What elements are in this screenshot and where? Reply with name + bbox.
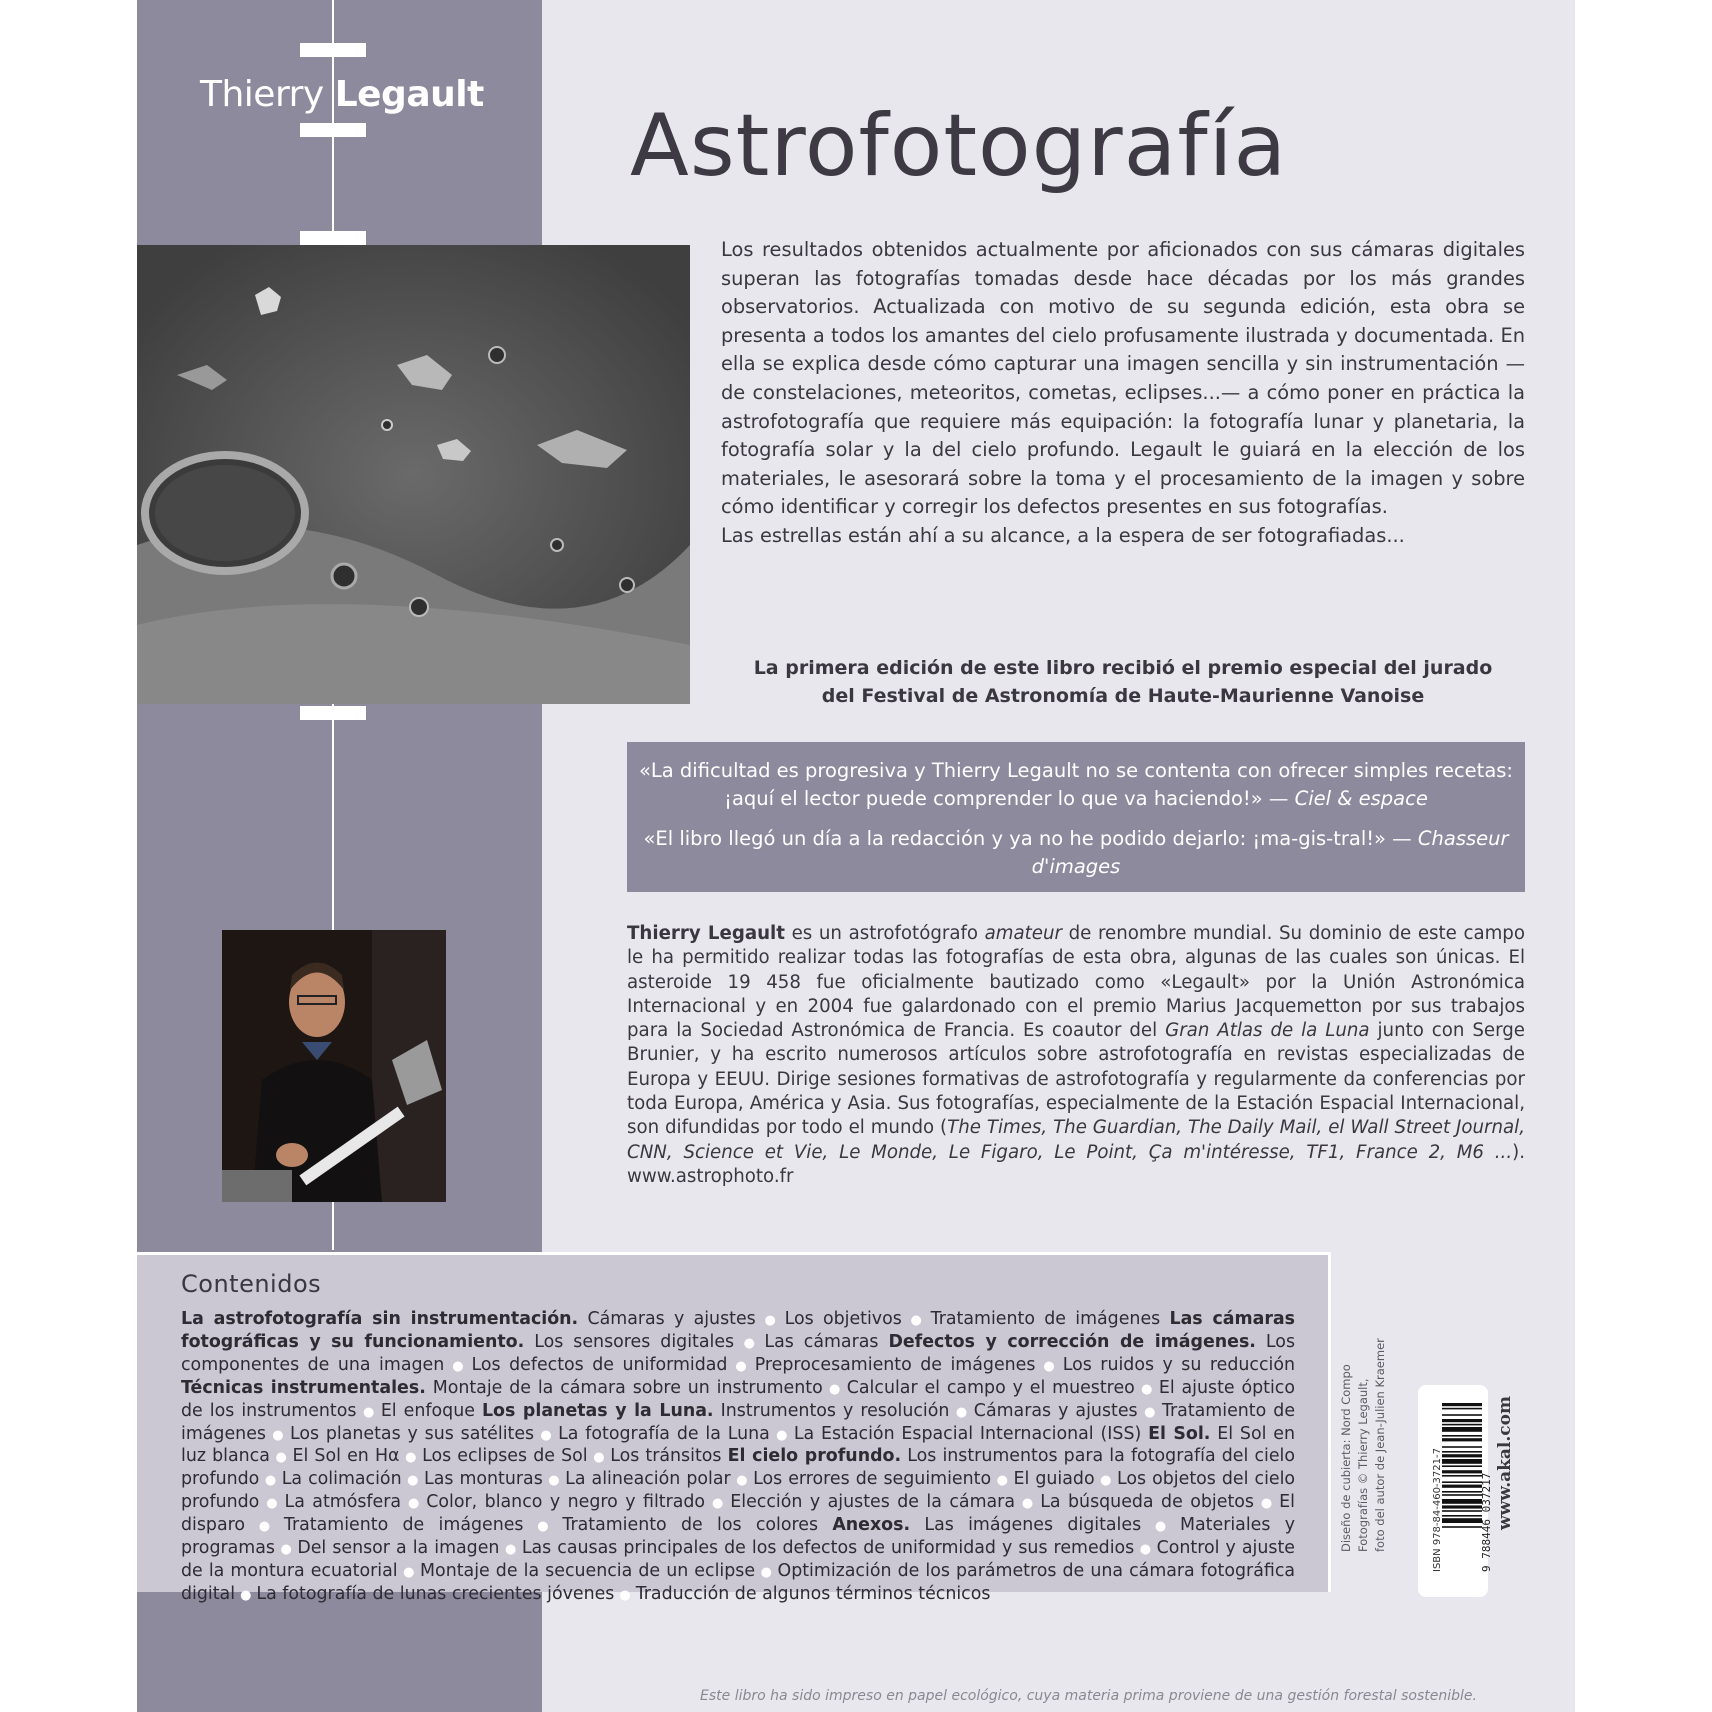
bullet-icon: ● <box>264 1473 277 1489</box>
isbn: ISBN 978-84-460-3721-7 <box>1432 1448 1443 1572</box>
author-portrait-image <box>222 930 446 1202</box>
contents-item: Los ruidos y su reducción <box>1062 1354 1296 1375</box>
bio-book-title: Gran Atlas de la Luna <box>1165 1020 1370 1042</box>
contents-section-heading: La astrofotografía sin instrumentación. <box>181 1309 579 1329</box>
barcode-image <box>1418 1385 1488 1597</box>
rule-tick <box>300 123 366 137</box>
award-line: La primera edición de este libro recibió el premio especial del jurado <box>753 657 1493 679</box>
contents-item: Las cámaras <box>764 1331 879 1352</box>
barcode-bar <box>1442 1494 1482 1496</box>
rule-tick <box>300 43 366 57</box>
bullet-icon: ● <box>739 1335 760 1351</box>
bio-text: ). www.astrophoto.fr <box>627 1141 1525 1187</box>
contents-item: La búsqueda de objetos <box>1040 1492 1254 1513</box>
bullet-icon: ● <box>906 1313 926 1328</box>
moon-photo <box>137 245 690 704</box>
bullet-icon: ● <box>774 1427 789 1443</box>
contents-item: La colimación <box>281 1469 402 1490</box>
press-quote <box>627 825 1525 881</box>
moon-surface-image <box>137 245 690 704</box>
bullet-icon: ● <box>1146 1519 1176 1535</box>
bullet-icon: ● <box>1142 1404 1157 1420</box>
contents-item: Tratamiento de imágenes <box>181 1400 1296 1444</box>
barcode-bar <box>1442 1465 1482 1467</box>
bullet-icon: ● <box>1258 1496 1275 1512</box>
barcode-bar <box>1442 1414 1482 1416</box>
bullet-icon: ● <box>619 1587 631 1603</box>
contents-item: Los instrumentos para la fotografía del cielo profundo <box>181 1446 1296 1490</box>
bullet-icon: ● <box>827 1381 842 1397</box>
bullet-icon: ● <box>504 1542 517 1558</box>
contents-item: Color, blanco y negro y filtrado <box>426 1492 706 1513</box>
contents-item: Del sensor a la imagen <box>297 1538 500 1559</box>
book-title: Astrofotografía <box>630 96 1288 196</box>
synopsis-paragraph: Los resultados obtenidos actualmente por aficionados con sus cámaras digitales superan las fotografías tomadas desde hace décadas por los más grandes observatorios. Actualizada con motivo de su segunda edición, esta obra se presenta a todos los amantes del cielo profusamente ilustrada y documentada. En ella se explica desde cómo capturar una imagen sencilla y sin instrumentación —de constelaciones, meteoritos, cometas, eclipses...— a cómo poner en práctica la astrofotografía que requiere más equipación: la fotografía lunar y planetaria, la fotografía solar y la del cielo profundo. Legault le guiará en la elección de los materiales, le asesorará sobre la toma y el procesamiento de la imagen y sobre cómo identificar y corregir los defectos presentes en sus fotografías. <box>721 238 1525 519</box>
bullet-icon: ● <box>735 1473 749 1489</box>
barcode-bar <box>1442 1481 1482 1483</box>
barcode-bar <box>1442 1438 1482 1441</box>
bullet-icon: ● <box>954 1404 969 1420</box>
left-color-band-bottom <box>137 1592 542 1712</box>
award-note <box>721 654 1525 710</box>
contents-item: El Sol en Hα <box>292 1446 400 1467</box>
bullet-icon: ● <box>406 1473 419 1489</box>
barcode-bar <box>1442 1408 1482 1410</box>
barcode-bar <box>1442 1459 1482 1464</box>
bullet-icon: ● <box>1099 1473 1112 1489</box>
cover-credits <box>1338 1322 1389 1552</box>
contents-section-heading: El cielo profundo. <box>727 1446 902 1467</box>
author-last-name: Legault <box>334 74 484 115</box>
contents-item: La alineación polar <box>565 1469 731 1490</box>
author-photo <box>222 930 446 1202</box>
bullet-icon: ● <box>1020 1496 1036 1512</box>
contents-list <box>181 1309 1295 1607</box>
barcode-bar <box>1442 1518 1482 1523</box>
publisher-url: www.akal.com <box>1495 1396 1515 1530</box>
barcode-bar <box>1442 1435 1482 1437</box>
bullet-icon: ● <box>732 1358 750 1374</box>
bullet-icon: ● <box>250 1519 279 1535</box>
contents-item: Calcular el campo y el muestreo <box>846 1377 1135 1398</box>
contents-item: El ajuste óptico de los instrumentos <box>181 1377 1296 1421</box>
contents-item: Materiales y programas <box>181 1515 1296 1559</box>
barcode-bar <box>1442 1470 1482 1473</box>
contents-item: Control y ajuste de la montura ecuatorial <box>181 1538 1295 1581</box>
contents-section-heading: Técnicas instrumentales. <box>181 1377 426 1398</box>
contents-item: Los objetivos <box>784 1309 902 1329</box>
bullet-icon: ● <box>274 1450 288 1466</box>
contents-item: El enfoque <box>380 1400 475 1421</box>
contents-item: Los sensores digitales <box>534 1331 735 1352</box>
rule-tick <box>300 706 366 720</box>
bio-italic: amateur <box>984 923 1062 944</box>
quote-text: «La dificultad es progresiva y Thierry Legault no se contenta con ofrecer simples recetas: ¡aquí el lector puede comprender lo que va haciendo!» — <box>638 759 1513 810</box>
barcode-bar <box>1442 1403 1482 1406</box>
contents-item: Los componentes de una imagen <box>181 1331 1296 1375</box>
bullet-icon: ● <box>1040 1358 1058 1374</box>
bullet-icon: ● <box>710 1496 726 1512</box>
contents-item: El Sol en luz blanca <box>181 1423 1296 1467</box>
barcode-bar <box>1442 1454 1482 1457</box>
synopsis <box>721 236 1525 551</box>
contents-item: La atmósfera <box>284 1492 402 1513</box>
bullet-icon: ● <box>539 1427 554 1443</box>
barcode-bar <box>1442 1451 1482 1453</box>
bullet-icon: ● <box>264 1496 280 1512</box>
contents-item: La fotografía de lunas crecientes jóvenes <box>256 1583 615 1604</box>
barcode-panel <box>1418 1385 1488 1597</box>
bullet-icon: ● <box>406 1496 422 1512</box>
contents-item: Elección y ajustes de la cámara <box>730 1492 1015 1513</box>
contents-title: Contenidos <box>181 1270 322 1298</box>
contents-section-heading: Las cámaras fotográficas y su funcionamiento. <box>181 1309 1296 1352</box>
contents-item: El disparo <box>181 1492 1295 1536</box>
bullet-icon: ● <box>528 1519 558 1535</box>
quote-source: Ciel & espace <box>1294 787 1428 810</box>
barcode-bar <box>1442 1491 1482 1493</box>
contents-item: Los errores de seguimiento <box>753 1469 992 1490</box>
contents-item: Instrumentos y resolución <box>720 1400 950 1421</box>
contents-section-heading: Anexos. <box>832 1515 911 1536</box>
bio-text: junto con Serge Brunier, y ha escrito numerosos artículos sobre astrofotografía en revistas especializadas de Europa y EEUU. Dirige sesiones formativas de astrofotografía y regularmente da conferencias por toda Europa, América y Asia. Sus fotografías, especialmente de la Estación Espacial Internacional, son difundidas por todo el mundo ( <box>627 1020 1525 1139</box>
rule-tick <box>300 231 366 245</box>
bullet-icon: ● <box>547 1473 561 1489</box>
bullet-icon: ● <box>760 1564 773 1580</box>
contents-item: Las imágenes digitales <box>924 1515 1142 1536</box>
contents-item: La Estación Espacial Internacional (ISS) <box>793 1423 1142 1444</box>
barcode-bar <box>1442 1419 1482 1422</box>
contents-section-heading: Los planetas y la Luna. <box>481 1400 714 1421</box>
contents-item: Cámaras y ajustes <box>973 1400 1138 1421</box>
bullet-icon: ● <box>240 1587 252 1603</box>
bio-text: es un astrofotógrafo <box>784 923 985 944</box>
bullet-icon: ● <box>1139 1542 1152 1558</box>
bio-media-list: The Times, The Guardian, The Daily Mail, el Wall Street Journal, CNN, Science et Vie, Le Monde, Le Figaro, Le Point, Ça m'intéresse, TF1, France 2, M6 ... <box>627 1117 1525 1163</box>
barcode-bar <box>1442 1526 1482 1528</box>
credit-line: Fotografías © Thierry Legault, <box>1356 1378 1370 1552</box>
synopsis-paragraph: Las estrellas están ahí a su alcance, a la espera de ser fotografiadas... <box>721 523 1405 547</box>
barcode-bar <box>1442 1427 1482 1432</box>
quote-source: Chasseur d'images <box>1031 827 1509 878</box>
author-bio <box>627 922 1525 1189</box>
contents-section-heading: Defectos y corrección de imágenes. <box>888 1331 1256 1352</box>
contents-section-heading: El Sol. <box>1148 1423 1211 1444</box>
contents-item: Traducción de algunos términos técnicos <box>635 1583 991 1604</box>
barcode-bar <box>1442 1485 1482 1488</box>
barcode-bar <box>1442 1446 1482 1448</box>
barcode-bar <box>1442 1475 1482 1477</box>
barcode-bar <box>1442 1505 1482 1508</box>
contents-item: Cámaras y ajustes <box>587 1309 756 1329</box>
contents-item: Tratamiento de imágenes <box>930 1309 1161 1329</box>
quote-text: «El libro llegó un día a la redacción y ya no he podido dejarlo: ¡ma-gis-tral!» — <box>643 827 1412 850</box>
contents-item: Montaje de la secuencia de un eclipse <box>420 1560 756 1581</box>
bullet-icon: ● <box>361 1404 376 1420</box>
barcode-bar <box>1442 1424 1482 1426</box>
author-first-name: Thierry <box>200 74 324 115</box>
contents-item: Los defectos de uniformidad <box>471 1354 728 1375</box>
bio-name: Thierry Legault <box>627 923 785 944</box>
barcode-bar <box>1442 1515 1482 1517</box>
press-quote <box>627 757 1525 813</box>
press-quotes-box <box>627 742 1525 892</box>
bullet-icon: ● <box>449 1358 467 1374</box>
contents-item: Optimización de los parámetros de una cámara fotográfica digital <box>181 1560 1296 1604</box>
contents-item: Tratamiento de los colores <box>562 1515 819 1536</box>
bullet-icon: ● <box>279 1542 293 1558</box>
barcode-number: 9 788446 037217 <box>1480 1472 1493 1572</box>
contents-item: El guiado <box>1013 1469 1095 1490</box>
credit-line: Diseño de cubierta: Nord Compo <box>1339 1364 1353 1552</box>
bio-text: de renombre mundial. Su dominio de este campo le ha permitido realizar todas las fotografías de esta obra, algunas de las cuales son únicas. El asteroide 19 458 fue oficialmente bautizado como «Legault» por la Unión Astronómica Internacional y en 2004 fue galardonado con el premio Marius Jacquemetton por sus trabajos para la Sociedad Astronómica de Francia. Es coautor del <box>627 923 1525 1042</box>
contents-item: Los objetos del cielo profundo <box>181 1469 1296 1513</box>
contents-item: Las monturas <box>424 1469 543 1490</box>
bullet-icon: ● <box>592 1450 606 1466</box>
contents-item: Preprocesamiento de imágenes <box>754 1354 1036 1375</box>
bullet-icon: ● <box>402 1564 416 1580</box>
contents-item: Los planetas y sus satélites <box>289 1423 535 1444</box>
credit-line: foto del autor de Jean-Julien Kraemer <box>1373 1338 1387 1552</box>
bullet-icon: ● <box>760 1313 780 1328</box>
contents-item: Montaje de la cámara sobre un instrumento <box>432 1377 823 1398</box>
contents-item: La fotografía de la Luna <box>558 1423 770 1444</box>
barcode-bar <box>1442 1499 1482 1504</box>
contents-item: Los eclipses de Sol <box>422 1446 588 1467</box>
barcode-bar <box>1442 1510 1482 1512</box>
contents-item: Tratamiento de imágenes <box>283 1515 524 1536</box>
bullet-icon: ● <box>996 1473 1009 1489</box>
award-line: del Festival de Astronomía de Haute-Maurienne Vanoise <box>821 685 1425 707</box>
bullet-icon: ● <box>270 1427 285 1443</box>
author-name-brand <box>200 74 484 115</box>
eco-paper-note: Este libro ha sido impreso en papel ecológico, cuya materia prima proviene de una gestión forestal sostenible. <box>700 1688 1477 1704</box>
bullet-icon: ● <box>1139 1381 1154 1397</box>
bullet-icon: ● <box>404 1450 418 1466</box>
contents-item: Los tránsitos <box>610 1446 722 1467</box>
contents-item: Las causas principales de los defectos de uniformidad y sus remedios <box>521 1538 1135 1559</box>
